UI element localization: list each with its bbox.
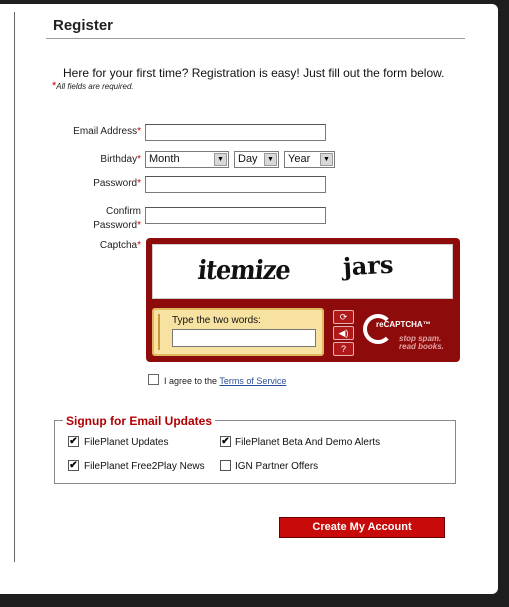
agree-terms-checkbox[interactable]	[148, 374, 159, 385]
captcha-entry-accent	[158, 314, 160, 350]
password-label	[93, 178, 141, 189]
help-icon[interactable]: ?	[333, 342, 354, 356]
birthday-label-text: Birthday	[100, 154, 138, 165]
fileplanet-beta-label: FilePlanet Beta And Demo Alerts	[235, 437, 381, 448]
month-select-value: Month	[149, 153, 180, 165]
fileplanet-free2play-checkbox[interactable]: ✔	[69, 460, 78, 471]
captcha-entry-area	[152, 308, 324, 356]
required-star: *	[137, 154, 141, 165]
required-note-text: All fields are required.	[56, 82, 134, 91]
ign-partner-offers-label: IGN Partner Offers	[235, 461, 319, 472]
required-star: *	[137, 126, 141, 137]
birthday-label	[100, 154, 141, 165]
email-field[interactable]	[145, 124, 326, 141]
confirm-label-line2: Password	[93, 220, 138, 231]
required-star: *	[137, 240, 141, 251]
agree-terms-prefix: I agree to the	[164, 376, 218, 386]
password-field[interactable]	[145, 176, 326, 193]
ign-partner-offers-checkbox[interactable]	[220, 460, 231, 471]
email-label-text: Email Address	[73, 126, 138, 137]
birthday-day-select[interactable]	[234, 151, 279, 168]
create-account-button[interactable]: Create My Account	[279, 517, 445, 538]
email-label	[73, 126, 141, 137]
left-divider	[14, 12, 15, 562]
password-label-text: Password	[93, 178, 138, 189]
confirm-label-line1: Confirm	[105, 206, 141, 217]
day-select-value: Day	[238, 153, 258, 165]
page-title: Register	[53, 17, 114, 34]
title-divider	[46, 38, 465, 39]
recaptcha-circle-icon	[363, 314, 393, 344]
captcha-label	[100, 240, 141, 251]
fileplanet-beta-checkbox[interactable]: ✔	[221, 436, 230, 447]
fileplanet-free2play-label: FilePlanet Free2Play News	[84, 461, 205, 472]
captcha-label-text: Captcha	[99, 240, 138, 251]
captcha-widget	[146, 238, 460, 362]
recaptcha-tagline-1: stop spam.	[399, 334, 442, 343]
fileplanet-updates-label: FilePlanet Updates	[84, 437, 169, 448]
confirm-password-label	[106, 206, 141, 217]
required-star: *	[137, 178, 141, 189]
recaptcha-tagline-2: read books.	[399, 342, 444, 351]
terms-of-service-link[interactable]: Terms of Service	[219, 376, 287, 386]
captcha-word-2: jars	[342, 249, 395, 282]
audio-icon[interactable]: ◀)	[333, 326, 354, 340]
chevron-down-icon: ▼	[320, 153, 333, 166]
email-updates-fieldset	[54, 420, 456, 484]
captcha-prompt: Type the two words:	[172, 315, 261, 326]
recaptcha-tagline	[399, 335, 444, 351]
chevron-down-icon: ▼	[264, 153, 277, 166]
required-note	[52, 80, 134, 92]
agree-terms-text	[164, 376, 286, 386]
recaptcha-logo	[361, 310, 455, 356]
captcha-image	[152, 244, 453, 299]
captcha-input[interactable]	[172, 329, 316, 347]
confirm-password-label-line2	[93, 220, 141, 231]
year-select-value: Year	[288, 153, 311, 165]
confirm-password-field[interactable]	[145, 207, 326, 224]
intro-text: Here for your first time? Registration is easy! Just fill out the form below.	[63, 66, 445, 80]
fileplanet-updates-checkbox[interactable]: ✔	[69, 436, 78, 447]
refresh-icon[interactable]: ⟳	[333, 310, 354, 324]
birthday-month-select[interactable]	[145, 151, 229, 168]
recaptcha-name: reCAPTCHA™	[376, 320, 431, 329]
required-star: *	[137, 220, 141, 231]
captcha-word-1: itemize	[196, 253, 292, 286]
required-star: *	[52, 80, 57, 92]
email-updates-legend: Signup for Email Updates	[63, 414, 215, 428]
chevron-down-icon: ▼	[214, 153, 227, 166]
birthday-year-select[interactable]	[284, 151, 335, 168]
